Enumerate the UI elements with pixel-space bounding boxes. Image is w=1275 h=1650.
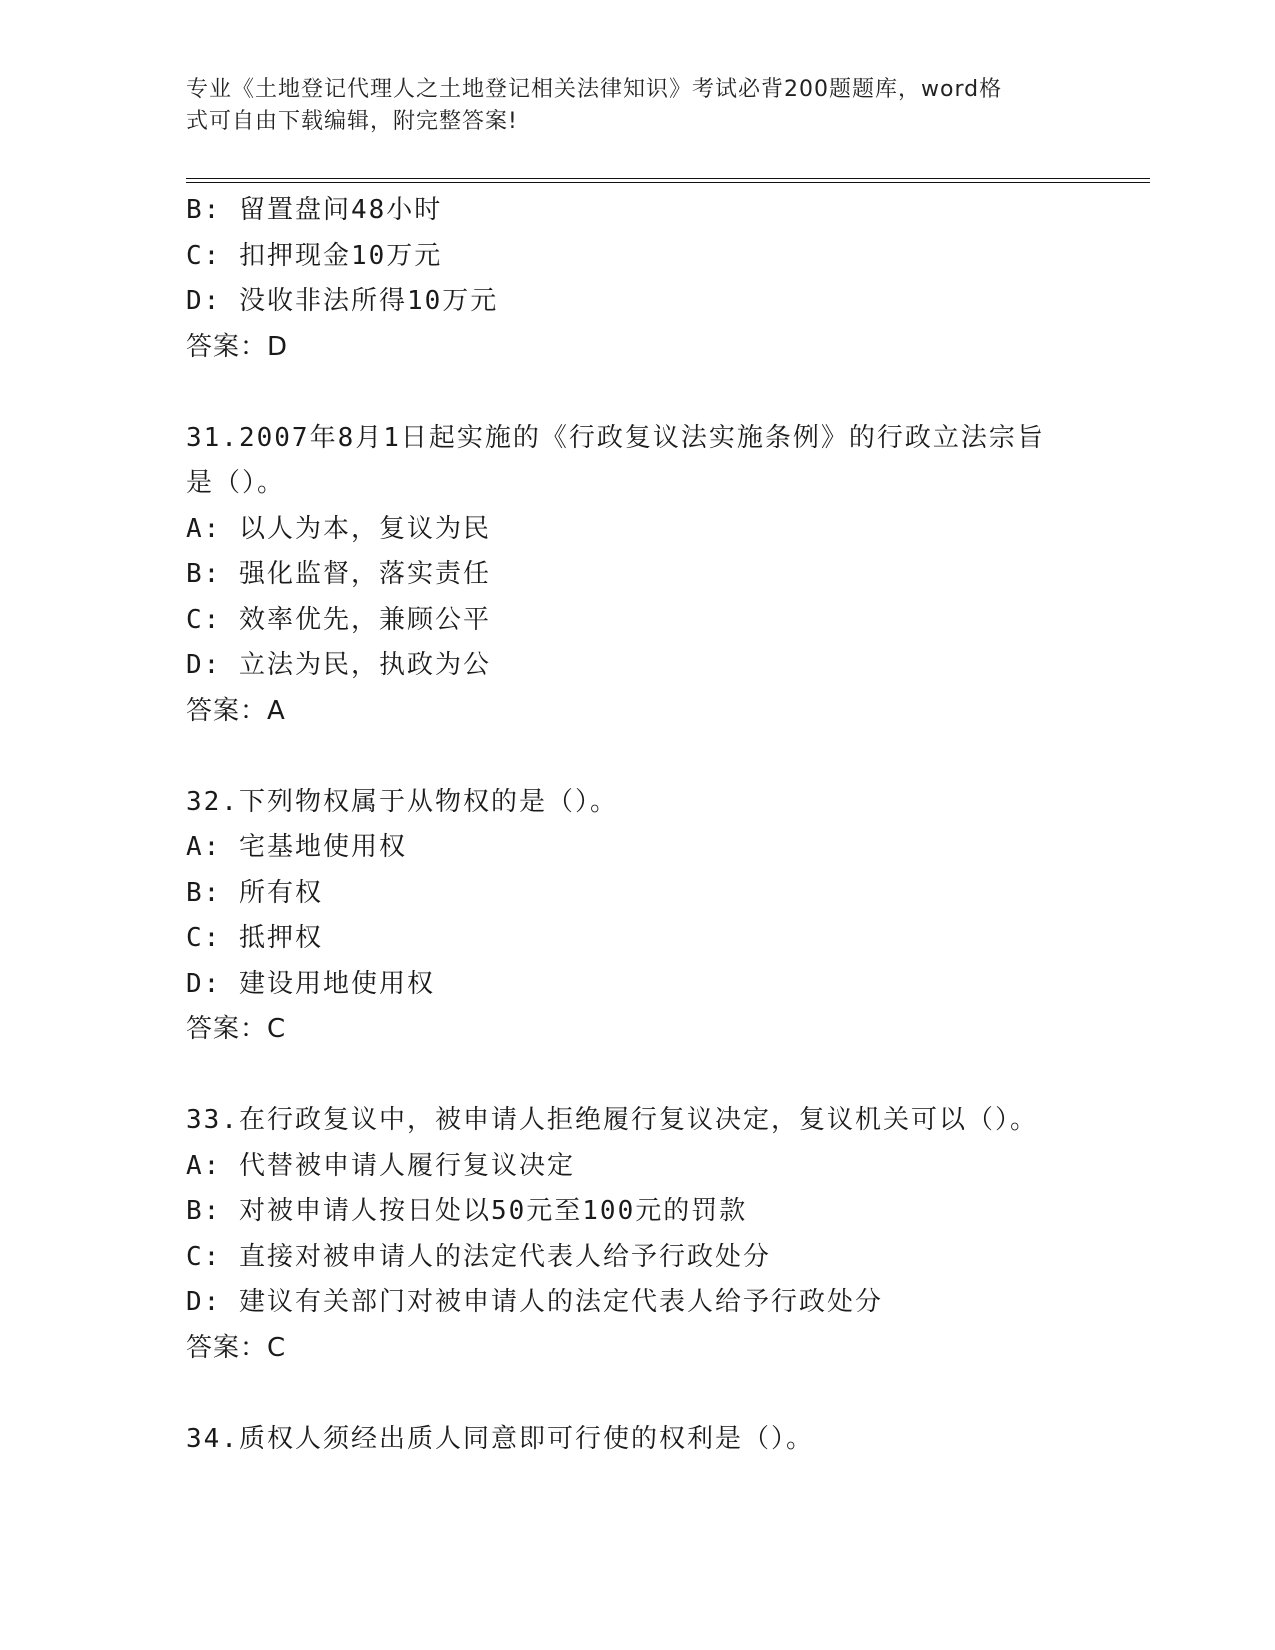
question-33-option-c: C: 直接对被申请人的法定代表人给予行政处分 [186, 1241, 771, 1272]
header-divider-top [186, 178, 1150, 179]
question-33-option-d: D: 建议有关部门对被申请人的法定代表人给予行政处分 [186, 1287, 883, 1317]
header-line-2: 式可自由下载编辑，附完整答案! [186, 109, 518, 134]
question-33-option-b: B: 对被申请人按日处以50元至100元的罚款 [186, 1196, 748, 1226]
question-32-option-b: B: 所有权 [186, 877, 323, 908]
header-line-1: 专业《土地登记代理人之土地登记相关法律知识》考试必背200题题库，word格 [186, 77, 1003, 102]
question-33 [186, 1098, 1086, 1371]
question-33-answer: 答案：C [186, 1332, 287, 1363]
question-32-answer: 答案：C [186, 1014, 287, 1044]
question-32 [186, 780, 1086, 1053]
question-31-answer: 答案：A [186, 695, 286, 726]
question-30-option-d: D: 没收非法所得10万元 [186, 286, 499, 316]
header-divider-bottom [186, 182, 1150, 183]
spacer [186, 1053, 1086, 1099]
question-30-answer: 答案：D [186, 331, 289, 362]
spacer [186, 734, 1086, 780]
question-33-stem: 33.在行政复议中，被申请人拒绝履行复议决定，复议机关可以（）。 [186, 1105, 1038, 1135]
question-34 [186, 1417, 1086, 1463]
question-31-option-b: B: 强化监督，落实责任 [186, 559, 491, 589]
question-31-option-c: C: 效率优先，兼顾公平 [186, 604, 491, 635]
question-30 [186, 188, 1086, 370]
question-list [186, 188, 1086, 1462]
question-32-option-a: A: 宅基地使用权 [186, 832, 407, 862]
question-31-stem-line-1: 31.2007年8月1日起实施的《行政复议法实施条例》的行政立法宗旨 [186, 422, 1045, 453]
spacer [186, 370, 1086, 416]
question-32-option-c: C: 抵押权 [186, 923, 323, 953]
question-30-option-c: C: 扣押现金10万元 [186, 240, 443, 271]
question-31 [186, 416, 1086, 735]
spacer [186, 1371, 1086, 1417]
document-header [186, 74, 1066, 138]
question-32-option-d: D: 建设用地使用权 [186, 968, 435, 999]
question-31-option-a: A: 以人为本，复议为民 [186, 513, 491, 544]
question-33-option-a: A: 代替被申请人履行复议决定 [186, 1150, 575, 1181]
question-32-stem: 32.下列物权属于从物权的是（）。 [186, 786, 618, 817]
question-30-option-b: B: 留置盘问48小时 [186, 195, 443, 225]
question-31-option-d: D: 立法为民，执政为公 [186, 650, 491, 680]
question-31-stem-line-2: 是（）。 [186, 468, 286, 498]
question-34-stem: 34.质权人须经出质人同意即可行使的权利是（）。 [186, 1423, 814, 1454]
